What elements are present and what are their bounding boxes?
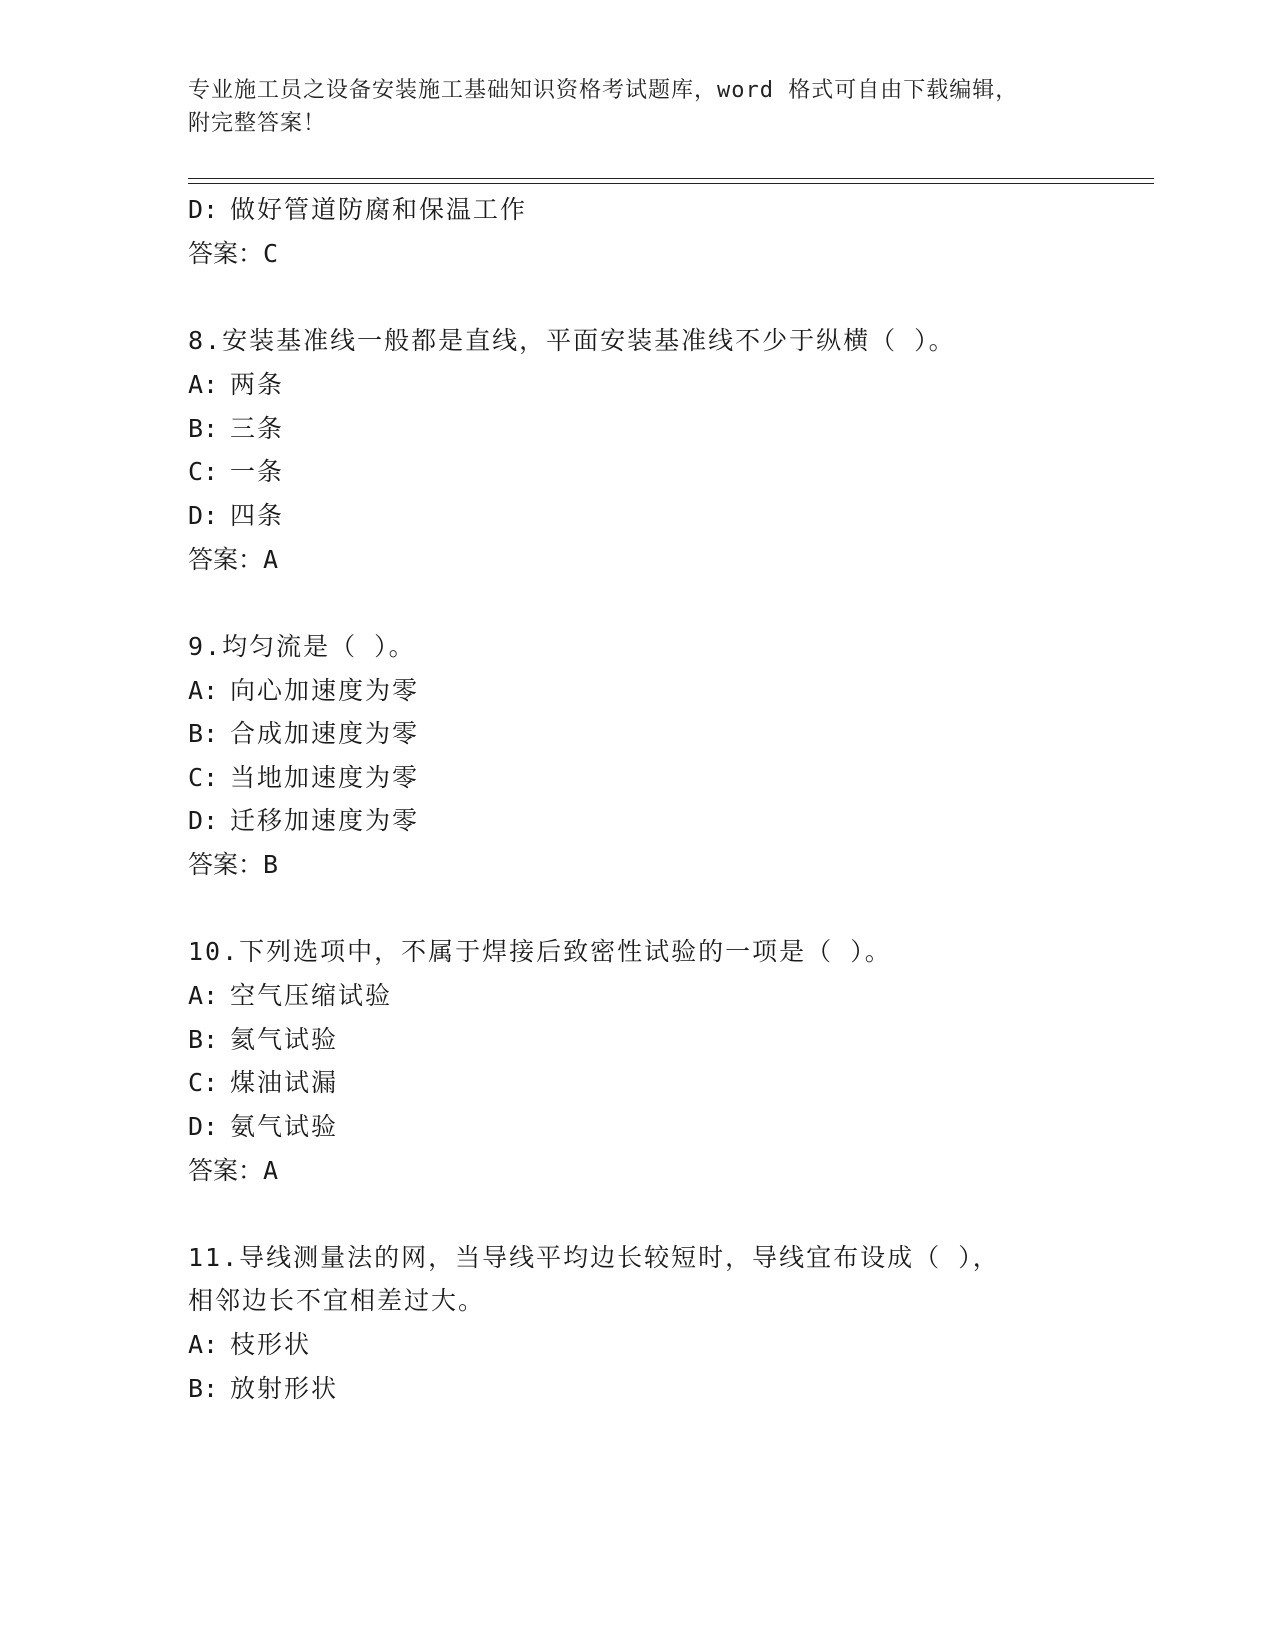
question-9-stem: 9.均匀流是（ ）。 (188, 632, 416, 661)
header-rule-bottom (188, 183, 1154, 184)
answer-label: 答案： (188, 239, 264, 268)
option-label: D: (188, 195, 219, 224)
answer-label: 答案： (188, 1156, 264, 1185)
option-label: A: (188, 1330, 219, 1359)
option-label: A: (188, 370, 219, 399)
question-10-option-b (188, 1025, 338, 1055)
prev-option-d (188, 195, 527, 225)
question-11-option-b (188, 1374, 338, 1404)
question-9-option-a (188, 676, 419, 706)
question-9-option-c (188, 763, 419, 793)
option-text: 向心加速度为零 (230, 676, 420, 705)
option-label: B: (188, 719, 219, 748)
question-11-stem: 11.导线测量法的网，当导线平均边长较短时，导线宜布设成（ ）， (188, 1243, 1000, 1272)
option-text: 做好管道防腐和保温工作 (230, 195, 528, 224)
question-10-option-d (188, 1112, 338, 1142)
option-text: 氨气试验 (230, 1112, 339, 1141)
option-text: 两条 (230, 370, 285, 399)
option-text: 氦气试验 (230, 1025, 339, 1054)
question-11-option-a (188, 1330, 311, 1360)
prev-answer (188, 239, 278, 269)
option-label: C: (188, 1068, 219, 1097)
question-11-stem-continued: 相邻边长不宜相差过大。 (188, 1286, 486, 1315)
header-rule-top (188, 178, 1154, 179)
question-8-option-c (188, 457, 284, 487)
question-10-option-c (188, 1068, 338, 1098)
question-8-option-b (188, 414, 284, 444)
option-text: 三条 (230, 414, 285, 443)
question-9-option-d (188, 806, 419, 836)
option-text: 放射形状 (230, 1374, 339, 1403)
answer-value: A (263, 545, 279, 574)
option-label: B: (188, 414, 219, 443)
question-10-answer (188, 1156, 278, 1186)
option-label: D: (188, 501, 219, 530)
header-line-1: 专业施工员之设备安装施工基础知识资格考试题库，word 格式可自由下载编辑， (188, 78, 1019, 103)
question-9-answer (188, 850, 278, 880)
option-text: 迁移加速度为零 (230, 806, 420, 835)
answer-value: C (263, 239, 279, 268)
document-header (188, 74, 1088, 140)
header-line-2: 附完整答案！ (188, 111, 327, 136)
option-label: A: (188, 676, 219, 705)
option-text: 一条 (230, 457, 285, 486)
option-label: C: (188, 457, 219, 486)
option-label: D: (188, 806, 219, 835)
answer-value: A (263, 1156, 279, 1185)
question-10-option-a (188, 981, 392, 1011)
option-text: 空气压缩试验 (230, 981, 393, 1010)
option-label: B: (188, 1025, 219, 1054)
option-text: 枝形状 (230, 1330, 312, 1359)
question-10-stem: 10.下列选项中，不属于焊接后致密性试验的一项是（ ）。 (188, 937, 892, 966)
question-8-option-a (188, 370, 284, 400)
option-label: D: (188, 1112, 219, 1141)
answer-value: B (263, 850, 279, 879)
option-label: A: (188, 981, 219, 1010)
option-label: C: (188, 763, 219, 792)
option-text: 合成加速度为零 (230, 719, 420, 748)
question-8-stem: 8.安装基准线一般都是直线，平面安装基准线不少于纵横（ ）。 (188, 326, 956, 355)
answer-label: 答案： (188, 545, 264, 574)
question-8-answer (188, 545, 278, 575)
option-text: 煤油试漏 (230, 1068, 339, 1097)
question-8-option-d (188, 501, 284, 531)
option-text: 当地加速度为零 (230, 763, 420, 792)
option-label: B: (188, 1374, 219, 1403)
question-9-option-b (188, 719, 419, 749)
option-text: 四条 (230, 501, 285, 530)
answer-label: 答案： (188, 850, 264, 879)
